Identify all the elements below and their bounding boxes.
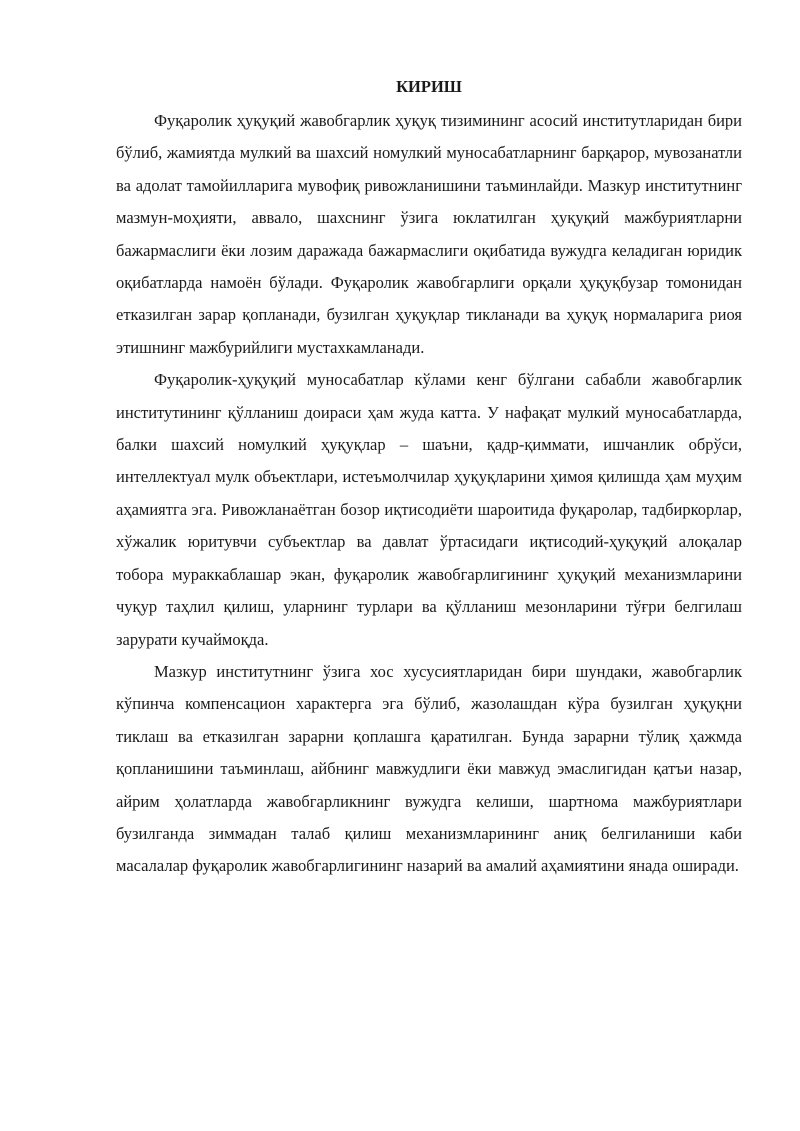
section-title: КИРИШ (396, 77, 462, 96)
paragraph-1: Фуқаролик ҳуқуқий жавобгарлик ҳуқуқ тизимининг асосий институтларидан бири бўлиб, жамиятда мулкий ва шахсий номулкий муносабатларнинг барқарор, мувозанатли ва адолат тамойилларига мувофиқ ривожланишини таъминлайди. Мазкур институтнинг мазмун-моҳияти, аввало, шахснинг ўзига юклатилган ҳуқуқий мажбуриятларни бажармаслиги ёки лозим даражада бажармаслиги оқибатида вужудга келадиган юридик оқибатларда намоён бўлади. Фуқаролик жавобгарлиги орқали ҳуқуқбузар томонидан етказилган зарар қопланади, бузилган ҳуқуқлар тикланади ва ҳуқуқ нормаларига риоя этишнинг мажбурийлиги мустахкамланади. (116, 111, 742, 357)
paragraph-3: Мазкур институтнинг ўзига хос хусусиятларидан бири шундаки, жавобгарлик кўпинча компенсацион характерга эга бўлиб, жазолашдан кўра бузилган ҳуқуқни тиклаш ва етказилган зарарни қоплашга қаратилган. Бунда зарарни тўлиқ ҳажмда қопланишини таъминлаш, айбнинг мавжудлиги ёки мавжуд эмаслигидан қатъи назар, айрим ҳолатларда жавобгарликнинг вужудга келиши, шартнома мажбуриятлари бузилганда зиммадан талаб қилиш механизмларининг аниқ белгиланиши каби масалалар фуқаролик жавобгарлигининг назарий ва амалий аҳамиятини янада оширади. (116, 661, 742, 876)
document-page (116, 74, 742, 883)
paragraph-2: Фуқаролик-ҳуқуқий муносабатлар кўлами кенг бўлгани сабабли жавобгарлик институтининг қўлланиш доираси ҳам жуда катта. У нафақат мулкий муносабатларда, балки шахсий номулкий ҳуқуқлар – шаъни, қадр-қиммати, ишчанлик обрўси, интеллектуал мулк объектлари, истеъмолчилар ҳуқуқларини ҳимоя қилишда ҳам муҳим аҳамиятга эга. Ривожланаётган бозор иқтисодиёти шароитида фуқаролар, тадбиркорлар, хўжалик юритувчи субъектлар ва давлат ўртасидаги иқтисодий-ҳуқуқий алоқалар тобора мураккаблашар экан, фуқаролик жавобгарлигининг ҳуқуқий механизмларини чуқур таҳлил қилиш, уларнинг турлари ва қўлланиш мезонларини тўғри белгилаш зарурати кучаймоқда. (116, 370, 742, 649)
